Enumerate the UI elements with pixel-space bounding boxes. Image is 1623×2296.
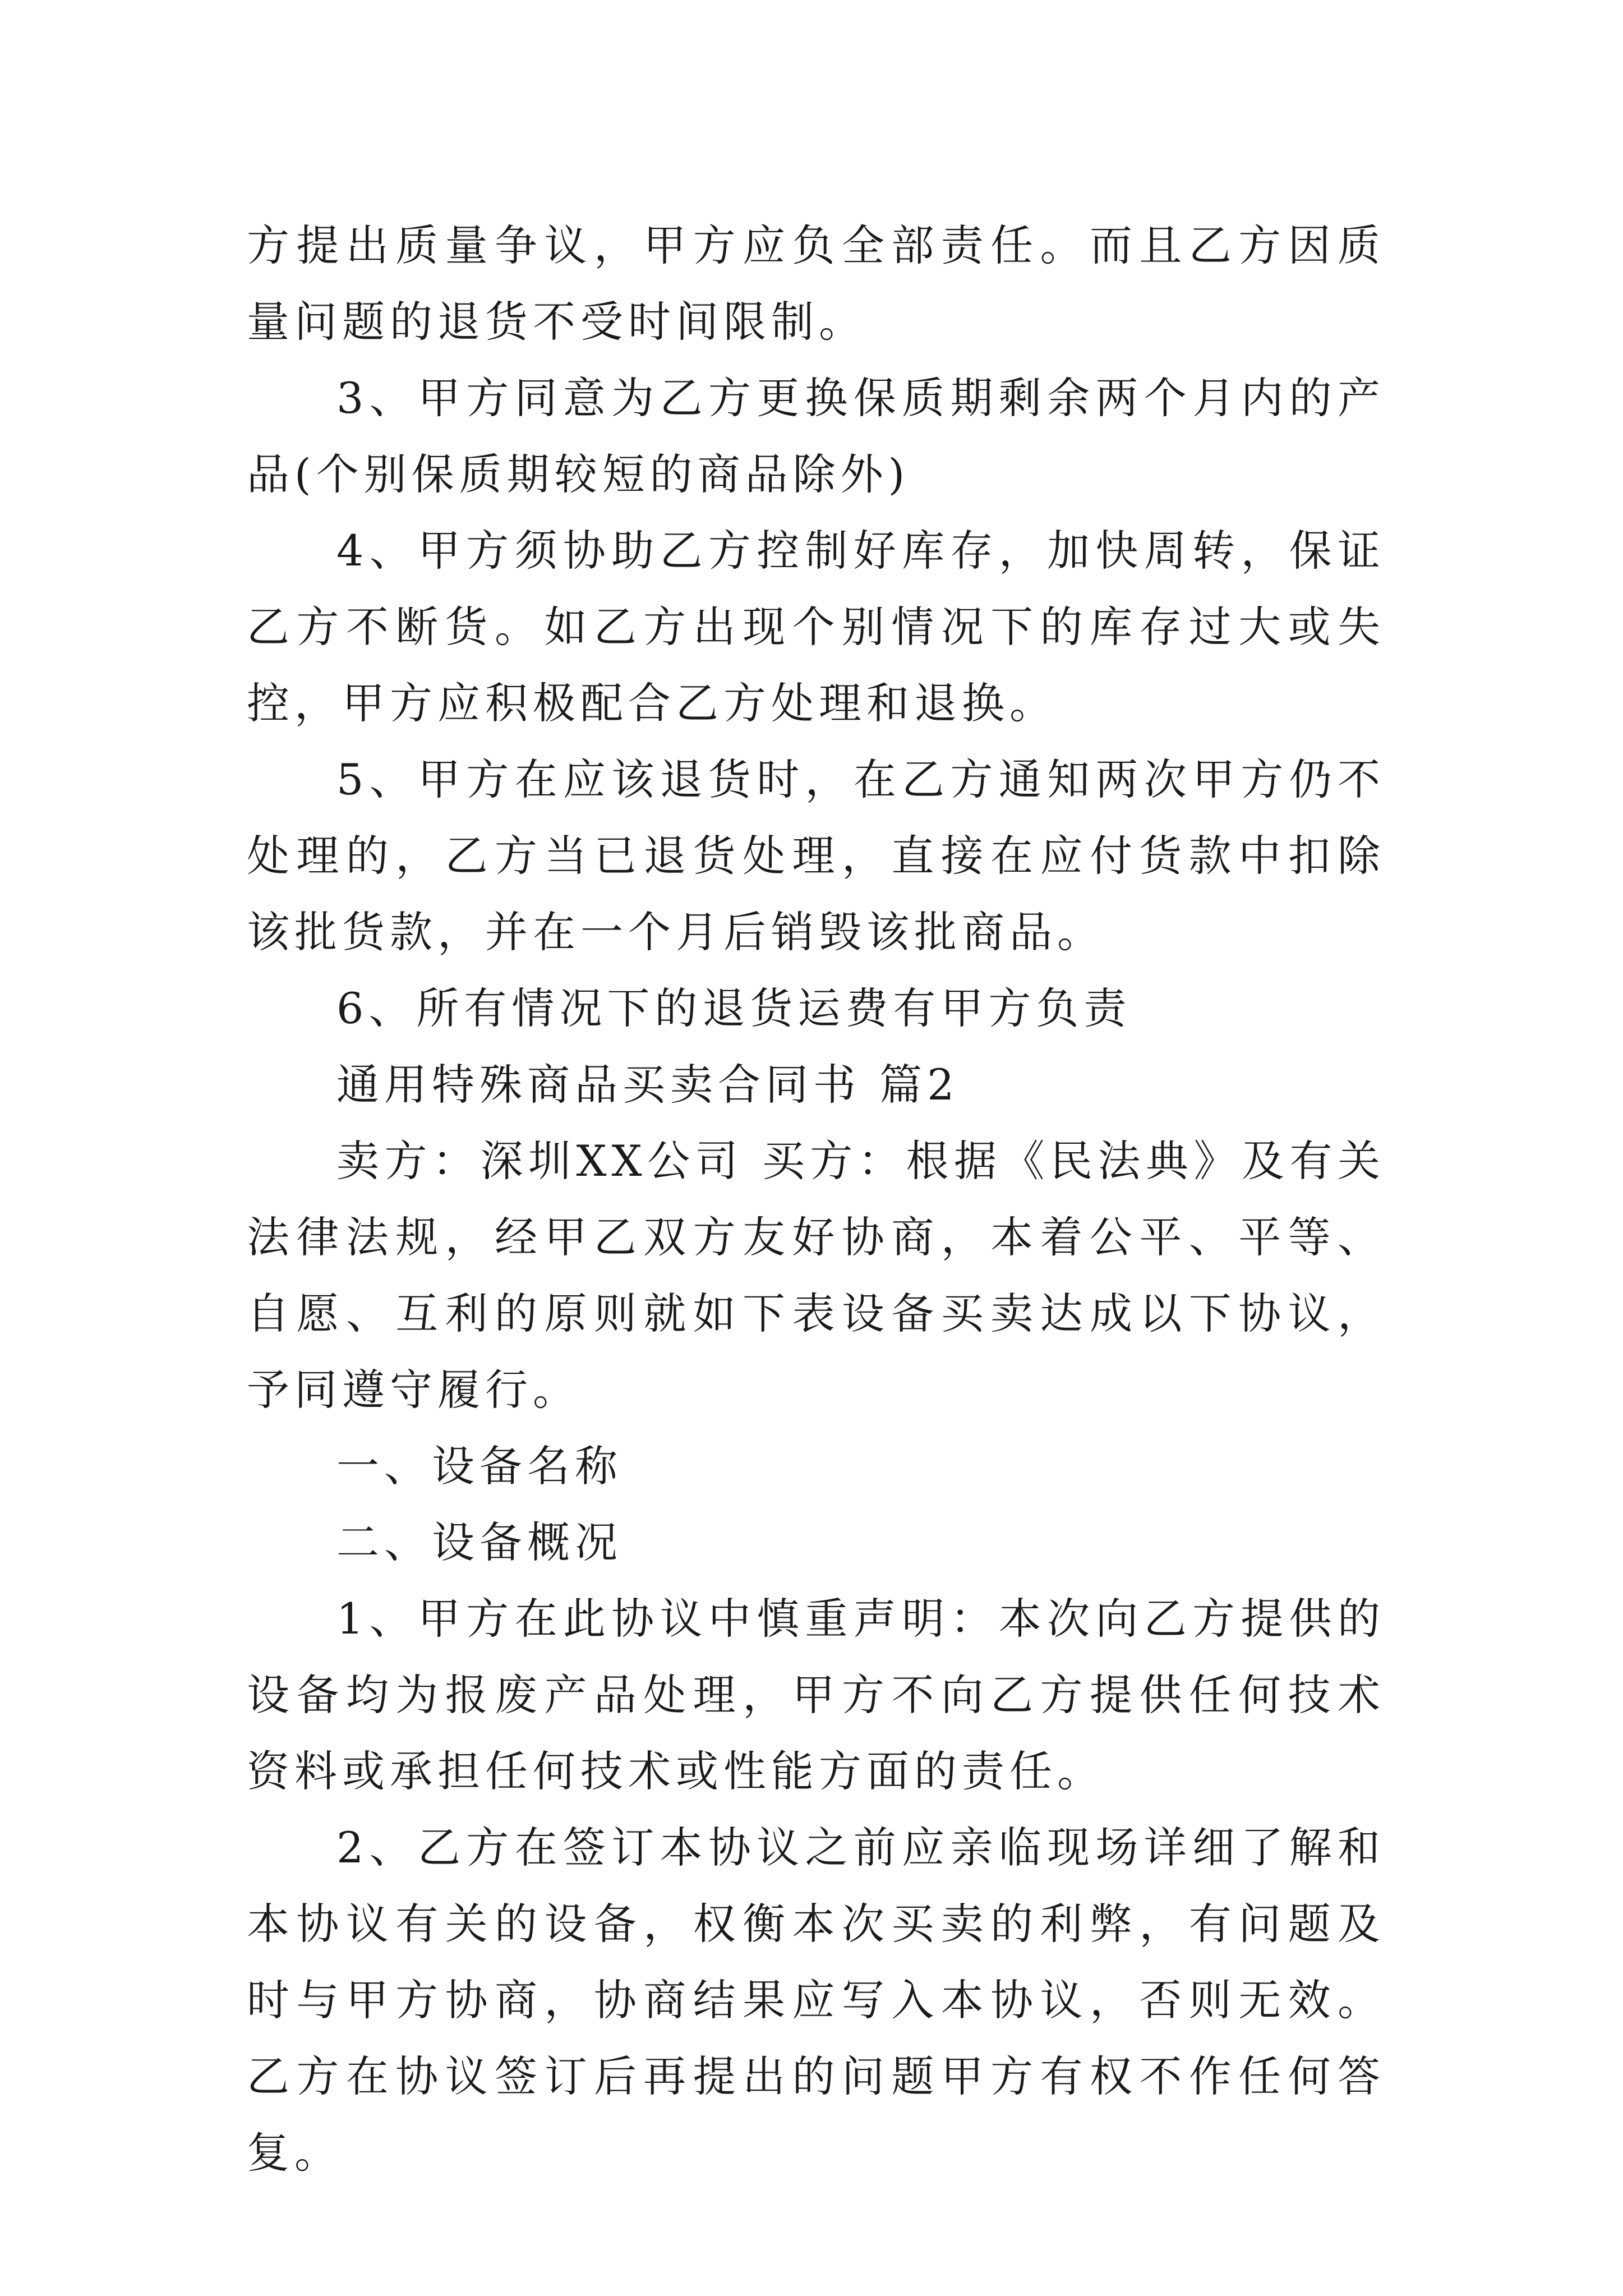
- heading-equipment-name: 一、设备名称: [336, 1441, 623, 1491]
- paragraph-continuation: 方提出质量争议，甲方应负全部责任。而且乙方因质量问题的退货不受时间限制。: [247, 220, 1385, 347]
- paragraph-parties: 卖方：深圳XX公司 买方：根据《民法典》及有关法律法规，经甲乙双方友好协商，本着公平、平等、自愿、互利的原则就如下表设备买卖达成以下协议，予同遵守履行。: [247, 1136, 1385, 1415]
- paragraph-item-6: 6、所有情况下的退货运费有甲方负责: [336, 983, 1132, 1033]
- paragraph-item-4: 4、甲方须协助乙方控制好库存，加快周转，保证乙方不断货。如乙方出现个别情况下的库存过大或失控，甲方应积极配合乙方处理和退换。: [247, 526, 1385, 728]
- paragraph-item-5: 5、甲方在应该退货时，在乙方通知两次甲方仍不处理的，乙方当已退货处理，直接在应付货款中扣除该批货款，并在一个月后销毁该批商品。: [247, 754, 1385, 957]
- paragraph-item-3: 3、甲方同意为乙方更换保质期剩余两个月内的产品(个别保质期较短的商品除外): [247, 373, 1385, 499]
- paragraph-clause-1: 1、甲方在此协议中慎重声明：本次向乙方提供的设备均为报废产品处理，甲方不向乙方提供任何技术资料或承担任何技术或性能方面的责任。: [247, 1594, 1385, 1796]
- document-page: [247, 208, 1385, 2191]
- heading-equipment-overview: 二、设备概况: [336, 1517, 623, 1567]
- section-title: 通用特殊商品买卖合同书 篇2: [336, 1060, 960, 1110]
- paragraph-clause-2: 2、乙方在签订本协议之前应亲临现场详细了解和本协议有关的设备，权衡本次买卖的利弊，有问题及时与甲方协商，协商结果应写入本协议，否则无效。 乙方在协议签订后再提出的问题甲方有权不作任何答复。: [247, 1823, 1385, 2178]
